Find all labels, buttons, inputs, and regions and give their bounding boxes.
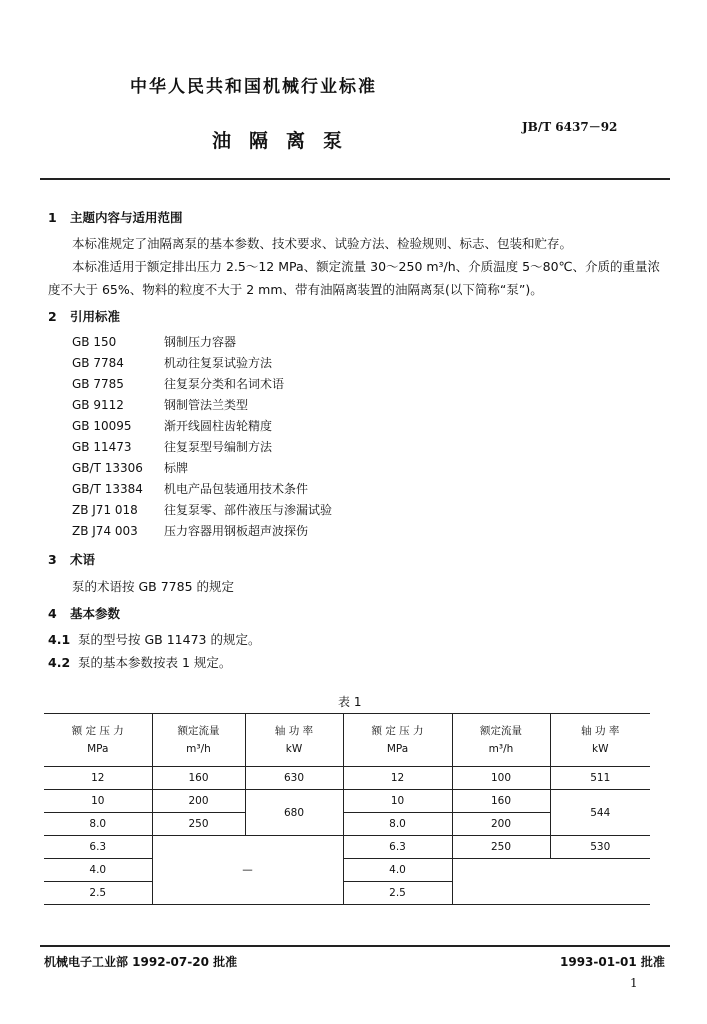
section-title: 主题内容与适用范围 (70, 210, 183, 225)
clause-4-2 (48, 653, 231, 671)
header-cell: 轴 功 率 kW (245, 714, 343, 767)
cell-pressure: 6.3 (343, 836, 452, 859)
clause-text: 泵的型号按 GB 11473 的规定。 (78, 632, 261, 647)
cell-pressure: 2.5 (343, 882, 452, 905)
reference-item (72, 396, 248, 413)
section-number: 3 (48, 552, 57, 567)
parameter-table (44, 713, 650, 905)
reference-item (72, 417, 272, 434)
approval-note: 机械电子工业部 1992-07-20 批准 (44, 955, 238, 969)
section-title: 基本参数 (70, 606, 121, 621)
reference-code: GB 150 (72, 335, 117, 349)
standard-code: JB/T 6437－92 (522, 120, 618, 134)
section-3-text: 泵的术语按 GB 7785 的规定 (72, 579, 234, 594)
cell-pressure: 6.3 (44, 836, 152, 859)
table-row (44, 836, 650, 859)
cell-power: 530 (550, 836, 650, 859)
reference-name: 往复泵分类和名词术语 (164, 377, 285, 391)
reference-item (72, 333, 236, 350)
header-cell: 额定流量 m³/h (152, 714, 245, 767)
header-cell: 轴 功 率 kW (581, 725, 620, 755)
section-1-paragraph-2: 本标准适用于额定排出压力 2.5～12 MPa、额定流量 30～250 m³/h、介质温度 5～80℃、介质的重量浓度不大于 65%、物料的粒度不大于 2 mm、带有油隔离装置的油隔离泵(以下简称“泵”)。 (48, 259, 661, 297)
cell-flow: 160 (452, 790, 550, 813)
reference-code: GB/T 13384 (72, 482, 143, 496)
reference-item (72, 375, 284, 392)
reference-name: 标牌 (164, 461, 189, 475)
cell-power: 544 (550, 790, 650, 836)
clause-4-1 (48, 630, 260, 648)
reference-code: GB 7785 (72, 377, 124, 391)
reference-code: GB 10095 (72, 419, 132, 433)
reference-name: 压力容器用钢板超声波探伤 (164, 524, 309, 538)
reference-item (72, 438, 272, 455)
reference-name: 机电产品包装通用技术条件 (164, 482, 309, 496)
section-title: 引用标准 (70, 309, 121, 324)
cell-power: 511 (550, 767, 650, 790)
reference-name: 往复泵型号编制方法 (164, 440, 273, 454)
reference-item (72, 459, 188, 476)
section-1-paragraph-1: 本标准规定了油隔离泵的基本参数、技术要求、试验方法、检验规则、标志、包装和贮存。 (72, 236, 573, 251)
document-title: 油隔离泵 (212, 130, 361, 152)
cell-flow: 200 (152, 790, 245, 813)
section-number: 2 (48, 309, 57, 324)
cell-flow: 100 (452, 767, 550, 790)
cell-flow: 200 (452, 813, 550, 836)
cell-pressure: 4.0 (44, 859, 152, 882)
reference-name: 钢制压力容器 (164, 335, 237, 349)
cell-pressure: 12 (343, 767, 452, 790)
reference-item (72, 522, 308, 539)
reference-name: 钢制管法兰类型 (164, 398, 249, 412)
section-2-heading (48, 307, 120, 325)
cell-power: 630 (245, 767, 343, 790)
cell-pressure: 12 (44, 767, 152, 790)
reference-code: ZB J71 018 (72, 503, 138, 517)
reference-item (72, 501, 332, 518)
reference-name: 渐开线圆柱齿轮精度 (164, 419, 273, 433)
reference-code: GB/T 13306 (72, 461, 143, 475)
reference-code: GB 9112 (72, 398, 124, 412)
cell-pressure: 10 (343, 790, 452, 813)
clause-number: 4.2 (48, 655, 71, 670)
section-4-heading (48, 604, 120, 622)
reference-item (72, 354, 272, 371)
issuing-organization: 中华人民共和国机械行业标准 (130, 77, 377, 97)
header-cell: 额定流量 m³/h (452, 714, 550, 767)
cell-pressure: 10 (44, 790, 152, 813)
cell-empty-dash: — (152, 836, 343, 905)
header-cell: 额 定 压 力 MPa (343, 714, 452, 767)
footer-divider (40, 945, 670, 947)
header-cell: 额 定 压 力 MPa (44, 714, 152, 767)
cell-flow: 160 (152, 767, 245, 790)
cell-flow: 250 (152, 813, 245, 836)
table-row (44, 790, 650, 813)
cell-pressure: 4.0 (343, 859, 452, 882)
implementation-note: 1993-01-01 批准 (560, 955, 665, 969)
reference-code: ZB J74 003 (72, 524, 138, 538)
section-3-heading (48, 550, 95, 568)
cell-pressure: 8.0 (343, 813, 452, 836)
reference-name: 往复泵零、部件液压与渗漏试验 (164, 503, 333, 517)
reference-item (72, 480, 308, 497)
cell-pressure: 2.5 (44, 882, 152, 905)
table-row (44, 859, 650, 882)
table-header-row (44, 714, 650, 767)
reference-code: GB 7784 (72, 356, 124, 370)
table-row (44, 767, 650, 790)
section-1-heading (48, 208, 183, 226)
header-divider (40, 178, 670, 180)
reference-name: 机动往复泵试验方法 (164, 356, 273, 370)
table-caption: 表 1 (338, 695, 362, 709)
section-title: 术语 (70, 552, 96, 567)
clause-number: 4.1 (48, 632, 71, 647)
cell-pressure: 8.0 (44, 813, 152, 836)
cell-flow: 250 (452, 836, 550, 859)
clause-text: 泵的基本参数按表 1 规定。 (78, 655, 232, 670)
cell-empty (452, 859, 650, 905)
cell-power: 680 (245, 790, 343, 836)
section-number: 4 (48, 606, 57, 621)
section-number: 1 (48, 210, 57, 225)
reference-code: GB 11473 (72, 440, 132, 454)
page-number: 1 (630, 976, 638, 990)
